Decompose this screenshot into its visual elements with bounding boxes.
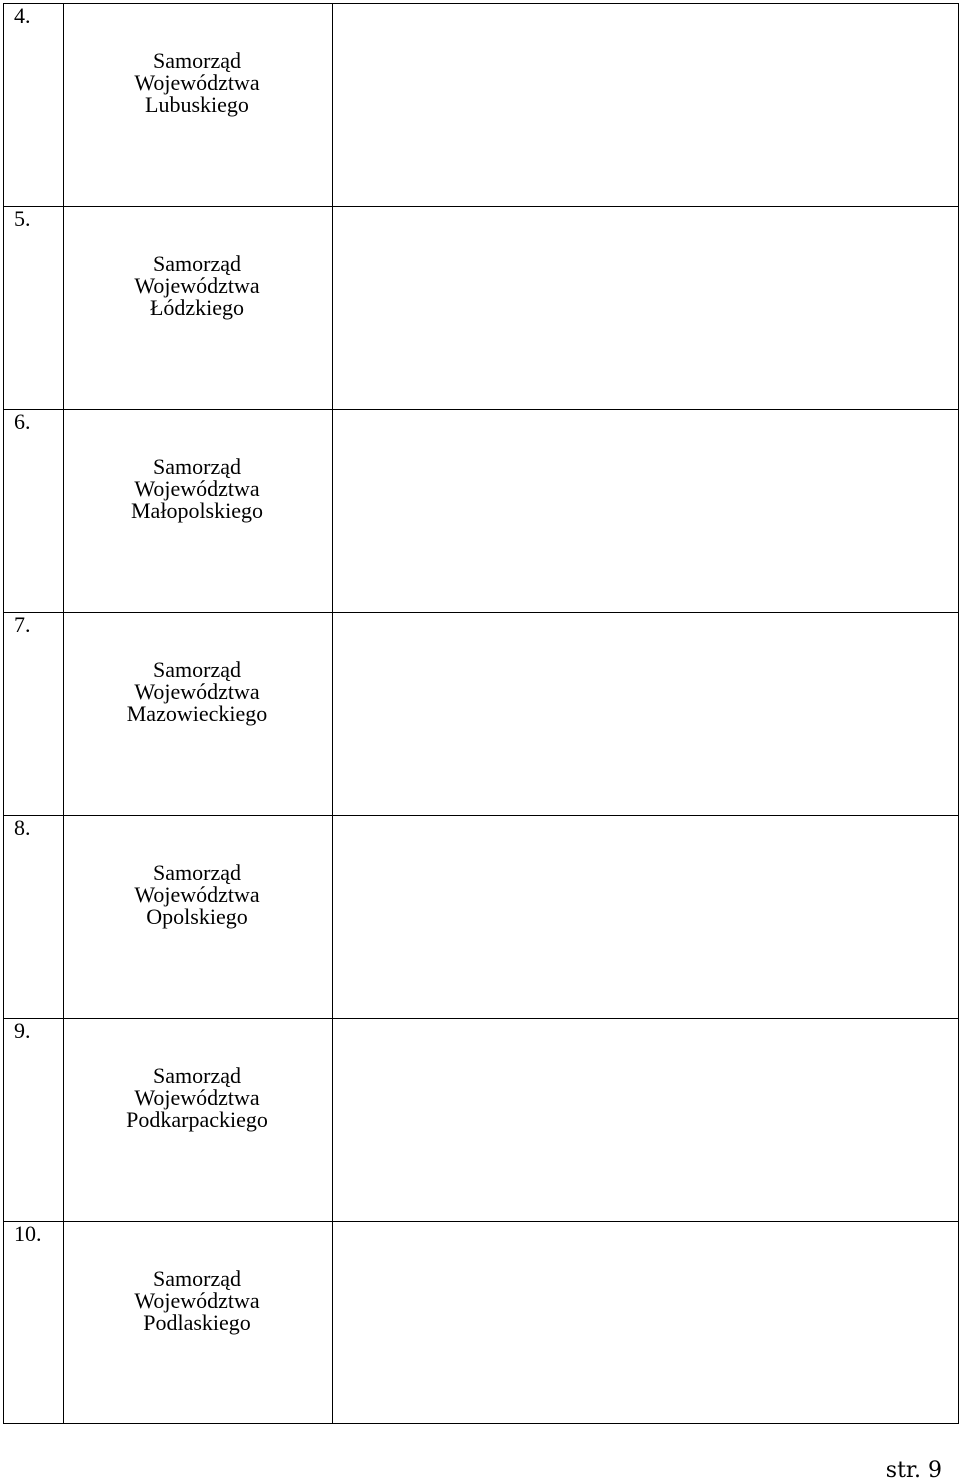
table-row (4, 207, 959, 410)
row-number-cell (4, 816, 64, 1019)
entity-name-line-2: Województwa (134, 476, 260, 501)
row-number: 10. (14, 1221, 42, 1246)
row-number-cell (4, 613, 64, 816)
row-number-cell (4, 4, 64, 207)
voivodeship-table (3, 3, 959, 1424)
entity-name (64, 1222, 332, 1334)
entity-name-line-1: Samorząd (153, 860, 241, 885)
entity-name-line-1: Samorząd (153, 454, 241, 479)
entity-name-line-3: Podkarpackiego (126, 1107, 268, 1132)
entity-name-cell (64, 816, 333, 1019)
row-number: 9. (14, 1018, 31, 1043)
entity-name-line-1: Samorząd (153, 1063, 241, 1088)
entity-name-cell (64, 1019, 333, 1222)
entity-name-line-1: Samorząd (153, 1266, 241, 1291)
row-number-cell (4, 207, 64, 410)
table-row (4, 613, 959, 816)
entity-name-cell (64, 613, 333, 816)
row-number: 5. (14, 206, 31, 231)
entity-name (64, 4, 332, 116)
table-row (4, 410, 959, 613)
entity-name (64, 613, 332, 725)
table-row (4, 1222, 959, 1424)
entity-name (64, 207, 332, 319)
entity-name-line-2: Województwa (134, 273, 260, 298)
row-number-cell (4, 410, 64, 613)
table-row (4, 4, 959, 207)
entity-name-cell (64, 410, 333, 613)
entity-name-cell (64, 4, 333, 207)
empty-cell (333, 1019, 959, 1222)
entity-name-line-3: Lubuskiego (145, 92, 249, 117)
entity-name-line-3: Łódzkiego (149, 295, 245, 320)
entity-name-line-3: Opolskiego (146, 904, 248, 929)
empty-cell (333, 207, 959, 410)
entity-name-line-3: Podlaskiego (143, 1310, 251, 1335)
empty-cell (333, 4, 959, 207)
entity-name-line-2: Województwa (134, 679, 260, 704)
row-number-cell (4, 1222, 64, 1424)
entity-name-line-2: Województwa (134, 1288, 260, 1313)
entity-name (64, 816, 332, 928)
entity-name-line-2: Województwa (134, 1085, 260, 1110)
row-number: 6. (14, 409, 31, 434)
table-row (4, 1019, 959, 1222)
empty-cell (333, 613, 959, 816)
page-number: str. 9 (885, 1458, 942, 1483)
entity-name-cell (64, 207, 333, 410)
entity-name-line-3: Mazowieckiego (126, 701, 268, 726)
empty-cell (333, 816, 959, 1019)
table-row (4, 816, 959, 1019)
row-number: 4. (14, 3, 31, 28)
entity-name-line-2: Województwa (134, 70, 260, 95)
row-number: 7. (14, 612, 31, 637)
row-number-cell (4, 1019, 64, 1222)
entity-name-line-2: Województwa (134, 882, 260, 907)
entity-name-cell (64, 1222, 333, 1424)
entity-name-line-1: Samorząd (153, 251, 241, 276)
empty-cell (333, 1222, 959, 1424)
entity-name-line-1: Samorząd (153, 657, 241, 682)
empty-cell (333, 410, 959, 613)
entity-name (64, 1019, 332, 1131)
row-number: 8. (14, 815, 31, 840)
entity-name-line-3: Małopolskiego (131, 498, 263, 523)
entity-name (64, 410, 332, 522)
entity-name-line-1: Samorząd (153, 48, 241, 73)
